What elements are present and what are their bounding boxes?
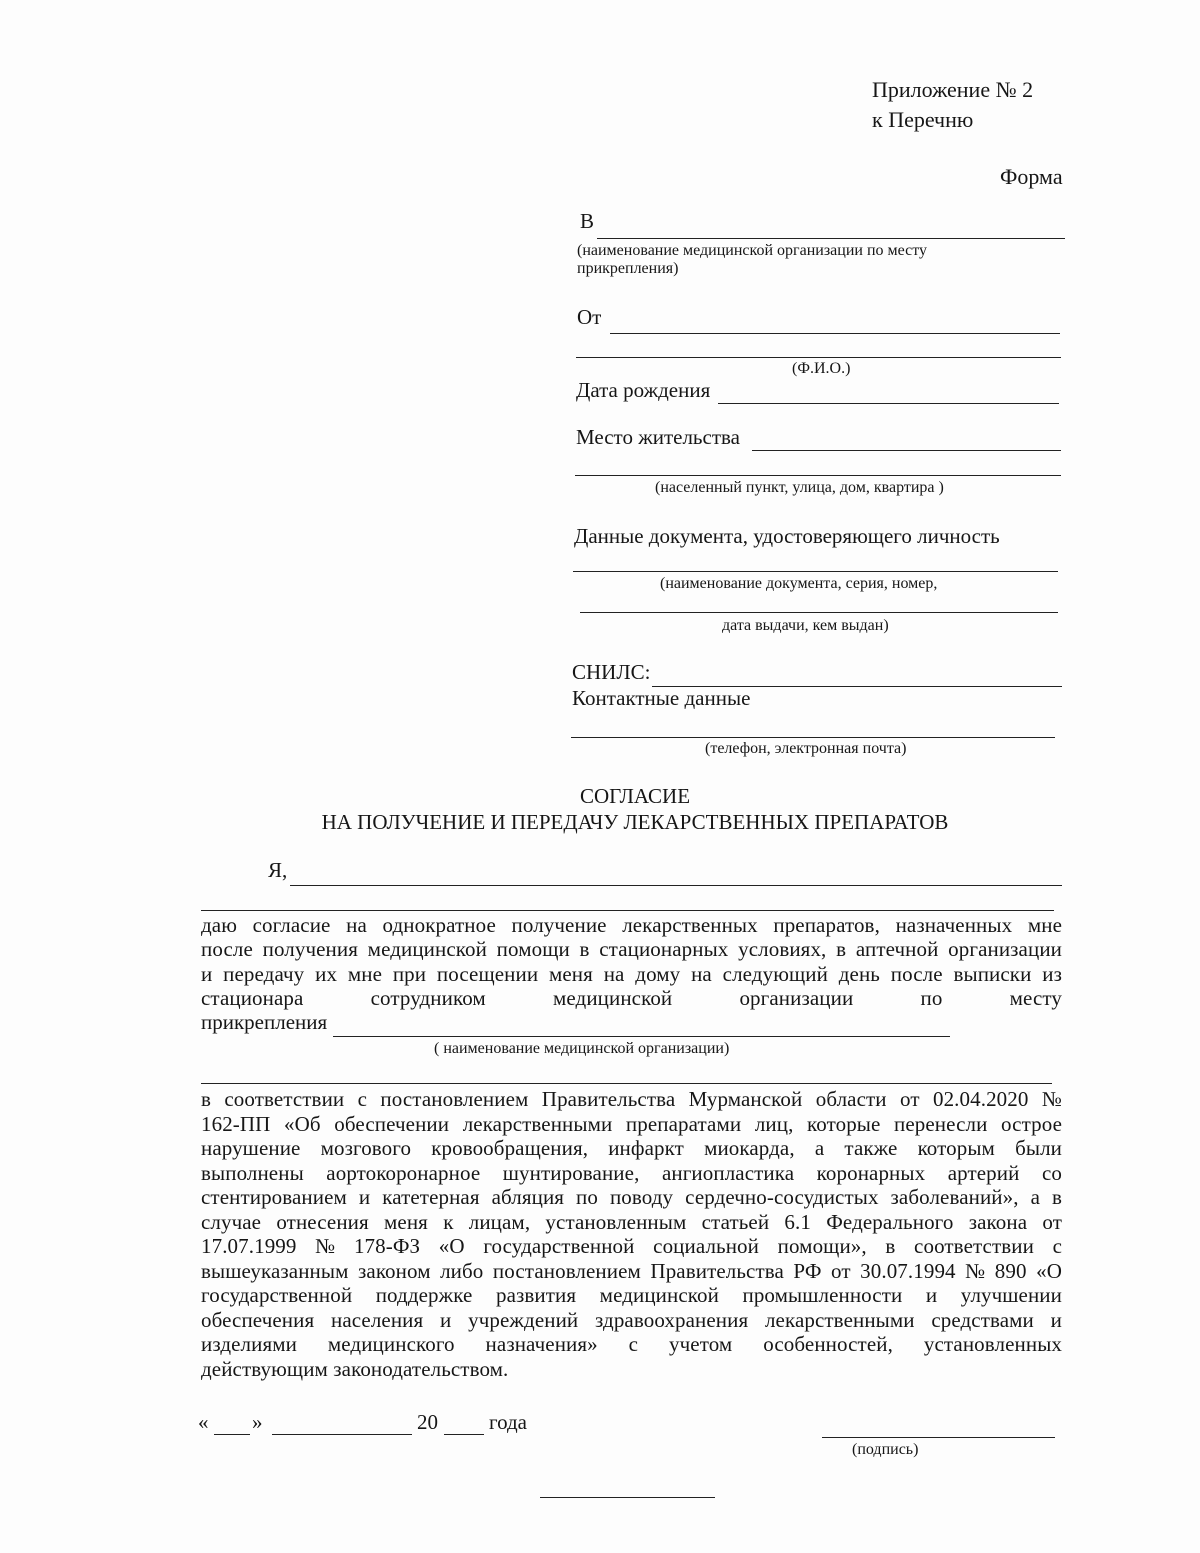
paragraph-line: 17.07.1999 № 178-ФЗ «О государственной социальной помощи», в соответствии с [201, 1234, 1062, 1258]
fio-input-line-1[interactable] [610, 333, 1060, 334]
year-prefix: 20 [417, 1410, 438, 1434]
paragraph-line: 162-ПП «Об обеспечении лекарственными препаратами лиц, которые перенесли острое [201, 1111, 1062, 1136]
date-day-input-line[interactable] [214, 1434, 250, 1435]
paragraph-line: вышеуказанным законом либо постановлением Правительства РФ от 30.07.1994 № 890 «О [201, 1258, 1062, 1283]
birth-date-input-line[interactable] [718, 403, 1059, 404]
applicant-name-line-2[interactable] [201, 910, 1054, 911]
attachment-org-caption: ( наименование медицинской организации) [434, 1040, 730, 1057]
paragraph-line: в соответствии с постановлением Правительства Мурманской области от 02.04.2020 № [201, 1087, 1062, 1111]
paragraph-line: прикрепления [201, 1010, 328, 1034]
id-document-caption-line2: дата выдачи, кем выдан) [722, 617, 889, 634]
snils-label: СНИЛС: [572, 660, 651, 684]
to-prefix: В [580, 209, 595, 233]
applicant-name-line-1[interactable] [290, 885, 1062, 886]
paragraph-line: даю согласие на однократное получение лекарственных препаратов, назначенных мне [201, 913, 1062, 937]
paragraph-line: изделиями медицинского назначения» с учетом особенностей, установленных [201, 1332, 1062, 1356]
paragraph-line: обеспечения населения и учреждений здравоохранения лекарственными средствами и [201, 1307, 1062, 1332]
signature-caption: (подпись) [852, 1441, 919, 1458]
attachment-org-input-line[interactable] [333, 1036, 950, 1037]
paragraph-line: государственной поддержке развития медицинской промышленности и улучшении [201, 1283, 1062, 1307]
paragraph-line: стационара сотрудником медицинской организации по месту [201, 985, 1062, 1010]
paragraph-line: случае отнесения меня к лицам, установленным статьей 6.1 Федерального закона от [201, 1209, 1062, 1234]
birth-date-label: Дата рождения [576, 378, 711, 402]
residence-input-line-1[interactable] [752, 450, 1061, 451]
attachment-org-input-line-2[interactable] [201, 1083, 1052, 1084]
residence-caption: (населенный пункт, улица, дом, квартира ) [655, 479, 944, 496]
contacts-input-line[interactable] [571, 737, 1055, 738]
contacts-caption: (телефон, электронная почта) [705, 740, 907, 757]
residence-label: Место жительства [576, 425, 740, 449]
i-prefix: Я, [268, 858, 288, 882]
id-document-caption-line1: (наименование документа, серия, номер, [660, 575, 938, 592]
appendix-reference: к Перечню [872, 107, 974, 132]
date-month-input-line[interactable] [272, 1434, 412, 1435]
date-close-quote: » [252, 1410, 263, 1434]
paragraph-line: выполнены аортокоронарное шунтирование, ангиопластика коронарных артерий со [201, 1160, 1062, 1185]
appendix-number: Приложение № 2 [872, 77, 1034, 102]
document-title: СОГЛАСИЕ [579, 784, 691, 808]
document-subtitle: НА ПОЛУЧЕНИЕ И ПЕРЕДАЧУ ЛЕКАРСТВЕННЫХ ПРЕПАРАТОВ [321, 810, 949, 834]
consent-paragraph [201, 913, 1062, 1010]
paragraph-line: нарушение мозгового кровообращения, инфаркт миокарда, а также которым были [201, 1136, 1062, 1160]
fio-caption: (Ф.И.О.) [792, 360, 851, 377]
id-document-input-line-2[interactable] [580, 612, 1058, 613]
date-year-input-line[interactable] [444, 1434, 484, 1435]
form-label: Форма [1000, 164, 1063, 189]
year-suffix: года [489, 1410, 527, 1434]
signature-input-line[interactable] [822, 1437, 1055, 1438]
id-document-label: Данные документа, удостоверяющего личность [574, 524, 1000, 548]
paragraph-line: после получения медицинской помощи в стационарных условиях, в аптечной организации [201, 937, 1062, 962]
fio-input-line-2[interactable] [576, 357, 1061, 358]
residence-input-line-2[interactable] [575, 475, 1061, 476]
date-open-quote: « [198, 1410, 209, 1434]
paragraph-line: и передачу их мне при посещении меня на дому на следующий день после выписки из [201, 961, 1062, 986]
org-input-line[interactable] [597, 238, 1065, 239]
from-prefix: От [577, 305, 602, 329]
contacts-label: Контактные данные [572, 686, 751, 710]
id-document-input-line-1[interactable] [573, 571, 1058, 572]
legal-basis-paragraph [201, 1087, 1062, 1381]
org-caption-line2: прикрепления) [577, 260, 679, 277]
page-end-divider [540, 1497, 715, 1498]
paragraph-line: действующим законодательством. [201, 1356, 509, 1381]
org-caption-line1: (наименование медицинской организации по месту [577, 242, 928, 259]
paragraph-line: стентированием и катетерная абляция по поводу сердечно-сосудистых заболеваний», а в [201, 1185, 1062, 1209]
